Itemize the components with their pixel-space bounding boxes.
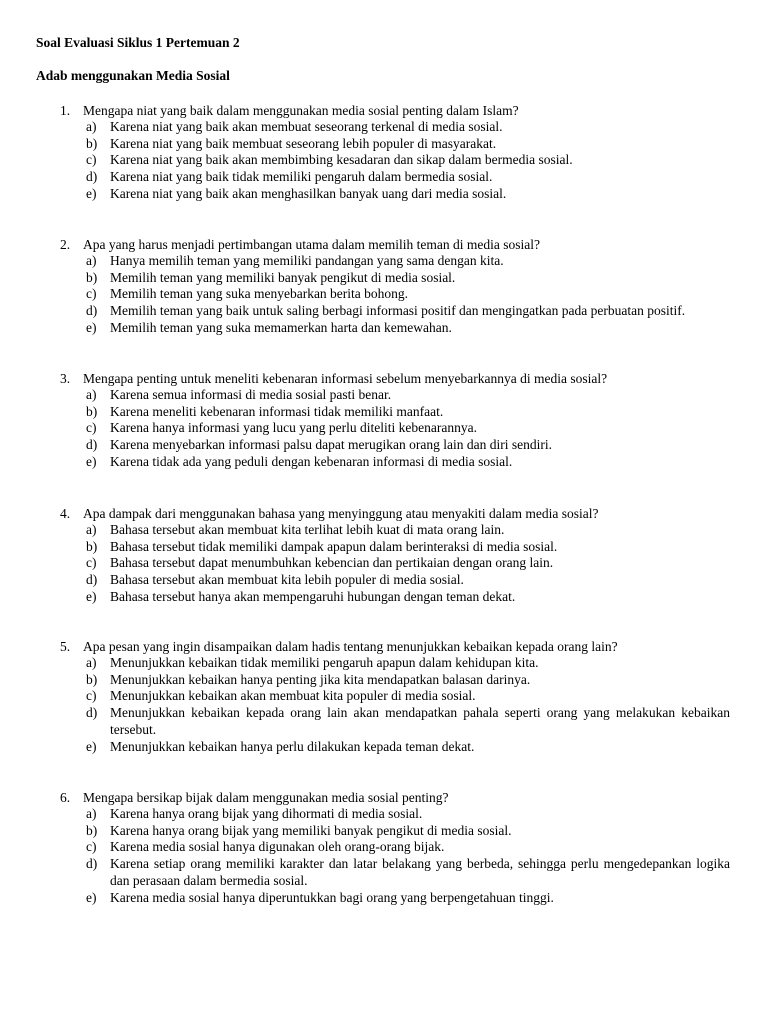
option-b bbox=[0, 539, 768, 556]
option-letter: e) bbox=[86, 319, 97, 335]
question-2 bbox=[0, 236, 768, 337]
option-text: Karena meneliti kebenaran informasi tidak memiliki manfaat. bbox=[110, 403, 444, 419]
option-d bbox=[0, 705, 768, 738]
option-letter: a) bbox=[86, 253, 97, 268]
option-letter: d) bbox=[86, 169, 98, 185]
option-text: Karena niat yang baik akan membimbing kesadaran dan sikap dalam bermedia sosial. bbox=[110, 152, 573, 168]
option-text: Menunjukkan kebaikan akan membuat kita populer di media sosial. bbox=[110, 688, 476, 704]
option-e bbox=[0, 320, 768, 337]
option-a bbox=[0, 806, 768, 823]
option-letter: d) bbox=[86, 303, 98, 319]
option-letter: c) bbox=[86, 555, 97, 571]
option-letter: a) bbox=[86, 806, 97, 821]
option-text: Karena menyebarkan informasi palsu dapat merugikan orang lain dan diri sendiri. bbox=[110, 437, 552, 453]
option-c bbox=[0, 420, 768, 437]
option-text: Memilih teman yang memiliki banyak pengikut di media sosial. bbox=[110, 269, 456, 285]
question-number: 2. bbox=[60, 237, 71, 252]
option-a bbox=[0, 253, 768, 270]
option-text: Karena media sosial hanya digunakan oleh orang-orang bijak. bbox=[110, 839, 445, 855]
option-e bbox=[0, 589, 768, 606]
option-b bbox=[0, 404, 768, 421]
option-b bbox=[0, 823, 768, 840]
option-a bbox=[0, 655, 768, 672]
option-letter: a) bbox=[86, 387, 97, 402]
question-stem bbox=[0, 102, 768, 119]
option-text: Bahasa tersebut dapat menumbuhkan kebencian dan pertikaian dengan orang lain. bbox=[110, 555, 554, 571]
option-text: Karena niat yang baik membuat seseorang lebih populer di masyarakat. bbox=[110, 135, 497, 151]
option-d bbox=[0, 303, 768, 320]
option-c bbox=[0, 152, 768, 169]
option-letter: b) bbox=[86, 822, 98, 838]
question-number: 5. bbox=[60, 639, 71, 654]
option-letter: c) bbox=[86, 286, 97, 302]
option-text: Karena niat yang baik akan membuat seseorang terkenal di media sosial. bbox=[110, 119, 503, 134]
question-text: Mengapa niat yang baik dalam menggunakan media sosial penting dalam Islam? bbox=[83, 103, 519, 118]
option-text: Memilih teman yang baik untuk saling berbagi informasi positif dan mengingatkan pada perbuatan positif. bbox=[110, 303, 686, 319]
option-text: Karena media sosial hanya diperuntukkan bagi orang yang berpengetahuan tinggi. bbox=[110, 889, 554, 905]
question-1 bbox=[0, 102, 768, 203]
option-text: Karena niat yang baik tidak memiliki pengaruh dalam bermedia sosial. bbox=[110, 169, 493, 185]
option-letter: b) bbox=[86, 671, 98, 687]
option-text: Karena tidak ada yang peduli dengan kebenaran informasi di media sosial. bbox=[110, 453, 513, 469]
document-title: Soal Evaluasi Siklus 1 Pertemuan 2 bbox=[36, 35, 240, 50]
option-text: Menunjukkan kebaikan hanya perlu dilakukan kepada teman dekat. bbox=[110, 738, 475, 754]
option-b bbox=[0, 270, 768, 287]
option-c bbox=[0, 286, 768, 303]
question-number: 4. bbox=[60, 506, 71, 521]
option-text: Bahasa tersebut akan membuat kita lebih populer di media sosial. bbox=[110, 572, 464, 588]
question-text: Mengapa penting untuk meneliti kebenaran informasi sebelum menyebarkannya di media sosial? bbox=[83, 371, 608, 386]
question-5 bbox=[0, 638, 768, 755]
option-letter: b) bbox=[86, 135, 98, 151]
option-letter: c) bbox=[86, 420, 97, 436]
option-letter: d) bbox=[86, 437, 98, 453]
option-letter: a) bbox=[86, 522, 97, 537]
option-text: Menunjukkan kebaikan tidak memiliki pengaruh apapun dalam kehidupan kita. bbox=[110, 655, 539, 670]
question-text: Mengapa bersikap bijak dalam menggunakan media sosial penting? bbox=[83, 790, 449, 805]
question-text: Apa dampak dari menggunakan bahasa yang menyinggung atau menyakiti dalam media sosial? bbox=[83, 506, 599, 521]
option-text: Menunjukkan kebaikan kepada orang lain akan mendapatkan pahala seperti orang yang melakukan kebaikan tersebut. bbox=[110, 705, 730, 737]
question-stem bbox=[0, 505, 768, 522]
option-e bbox=[0, 890, 768, 907]
question-stem bbox=[0, 638, 768, 655]
option-text: Karena niat yang baik akan menghasilkan banyak uang dari media sosial. bbox=[110, 185, 507, 201]
option-text: Bahasa tersebut hanya akan mempengaruhi hubungan dengan teman dekat. bbox=[110, 588, 516, 604]
option-text: Memilih teman yang suka menyebarkan berita bohong. bbox=[110, 286, 409, 302]
option-letter: e) bbox=[86, 453, 97, 469]
option-letter: d) bbox=[86, 856, 98, 872]
option-text: Bahasa tersebut tidak memiliki dampak apapun dalam berinteraksi di media sosial. bbox=[110, 538, 558, 554]
option-b bbox=[0, 672, 768, 689]
option-d bbox=[0, 572, 768, 589]
question-number: 3. bbox=[60, 371, 71, 386]
option-e bbox=[0, 454, 768, 471]
option-letter: a) bbox=[86, 119, 97, 134]
question-text: Apa yang harus menjadi pertimbangan utama dalam memilih teman di media sosial? bbox=[83, 237, 540, 252]
option-text: Karena hanya orang bijak yang dihormati di media sosial. bbox=[110, 806, 423, 821]
option-b bbox=[0, 136, 768, 153]
option-letter: e) bbox=[86, 889, 97, 905]
option-letter: d) bbox=[86, 705, 98, 721]
option-letter: d) bbox=[86, 572, 98, 588]
option-d bbox=[0, 856, 768, 889]
document-subtitle: Adab menggunakan Media Sosial bbox=[36, 68, 230, 83]
option-text: Karena semua informasi di media sosial pasti benar. bbox=[110, 387, 392, 402]
question-text: Apa pesan yang ingin disampaikan dalam hadis tentang menunjukkan kebaikan kepada orang lain? bbox=[83, 639, 618, 654]
option-a bbox=[0, 119, 768, 136]
option-c bbox=[0, 839, 768, 856]
option-letter: b) bbox=[86, 269, 98, 285]
option-letter: c) bbox=[86, 688, 97, 704]
question-stem bbox=[0, 789, 768, 806]
option-text: Karena hanya orang bijak yang memiliki banyak pengikut di media sosial. bbox=[110, 822, 512, 838]
option-e bbox=[0, 186, 768, 203]
option-letter: e) bbox=[86, 588, 97, 604]
option-letter: b) bbox=[86, 403, 98, 419]
option-letter: e) bbox=[86, 738, 97, 754]
option-a bbox=[0, 387, 768, 404]
option-text: Memilih teman yang suka memamerkan harta dan kemewahan. bbox=[110, 319, 452, 335]
question-stem bbox=[0, 236, 768, 253]
question-number: 1. bbox=[60, 103, 71, 118]
option-text: Menunjukkan kebaikan hanya penting jika kita mendapatkan balasan darinya. bbox=[110, 671, 531, 687]
option-text: Karena hanya informasi yang lucu yang perlu diteliti kebenarannya. bbox=[110, 420, 477, 436]
option-letter: e) bbox=[86, 185, 97, 201]
option-a bbox=[0, 522, 768, 539]
question-stem bbox=[0, 370, 768, 387]
option-d bbox=[0, 437, 768, 454]
option-text: Bahasa tersebut akan membuat kita terlihat lebih kuat di mata orang lain. bbox=[110, 522, 505, 537]
option-letter: c) bbox=[86, 152, 97, 168]
option-letter: c) bbox=[86, 839, 97, 855]
question-number: 6. bbox=[60, 790, 71, 805]
question-4 bbox=[0, 505, 768, 606]
question-6 bbox=[0, 789, 768, 906]
option-letter: b) bbox=[86, 538, 98, 554]
option-e bbox=[0, 739, 768, 756]
question-3 bbox=[0, 370, 768, 471]
option-text: Karena setiap orang memiliki karakter dan latar belakang yang berbeda, sehingga perlu mengedepankan logika dan perasaan dalam bermedia sosial. bbox=[110, 856, 730, 888]
option-c bbox=[0, 555, 768, 572]
option-letter: a) bbox=[86, 655, 97, 670]
option-text: Hanya memilih teman yang memiliki pandangan yang sama dengan kita. bbox=[110, 253, 504, 268]
option-c bbox=[0, 688, 768, 705]
option-d bbox=[0, 169, 768, 186]
